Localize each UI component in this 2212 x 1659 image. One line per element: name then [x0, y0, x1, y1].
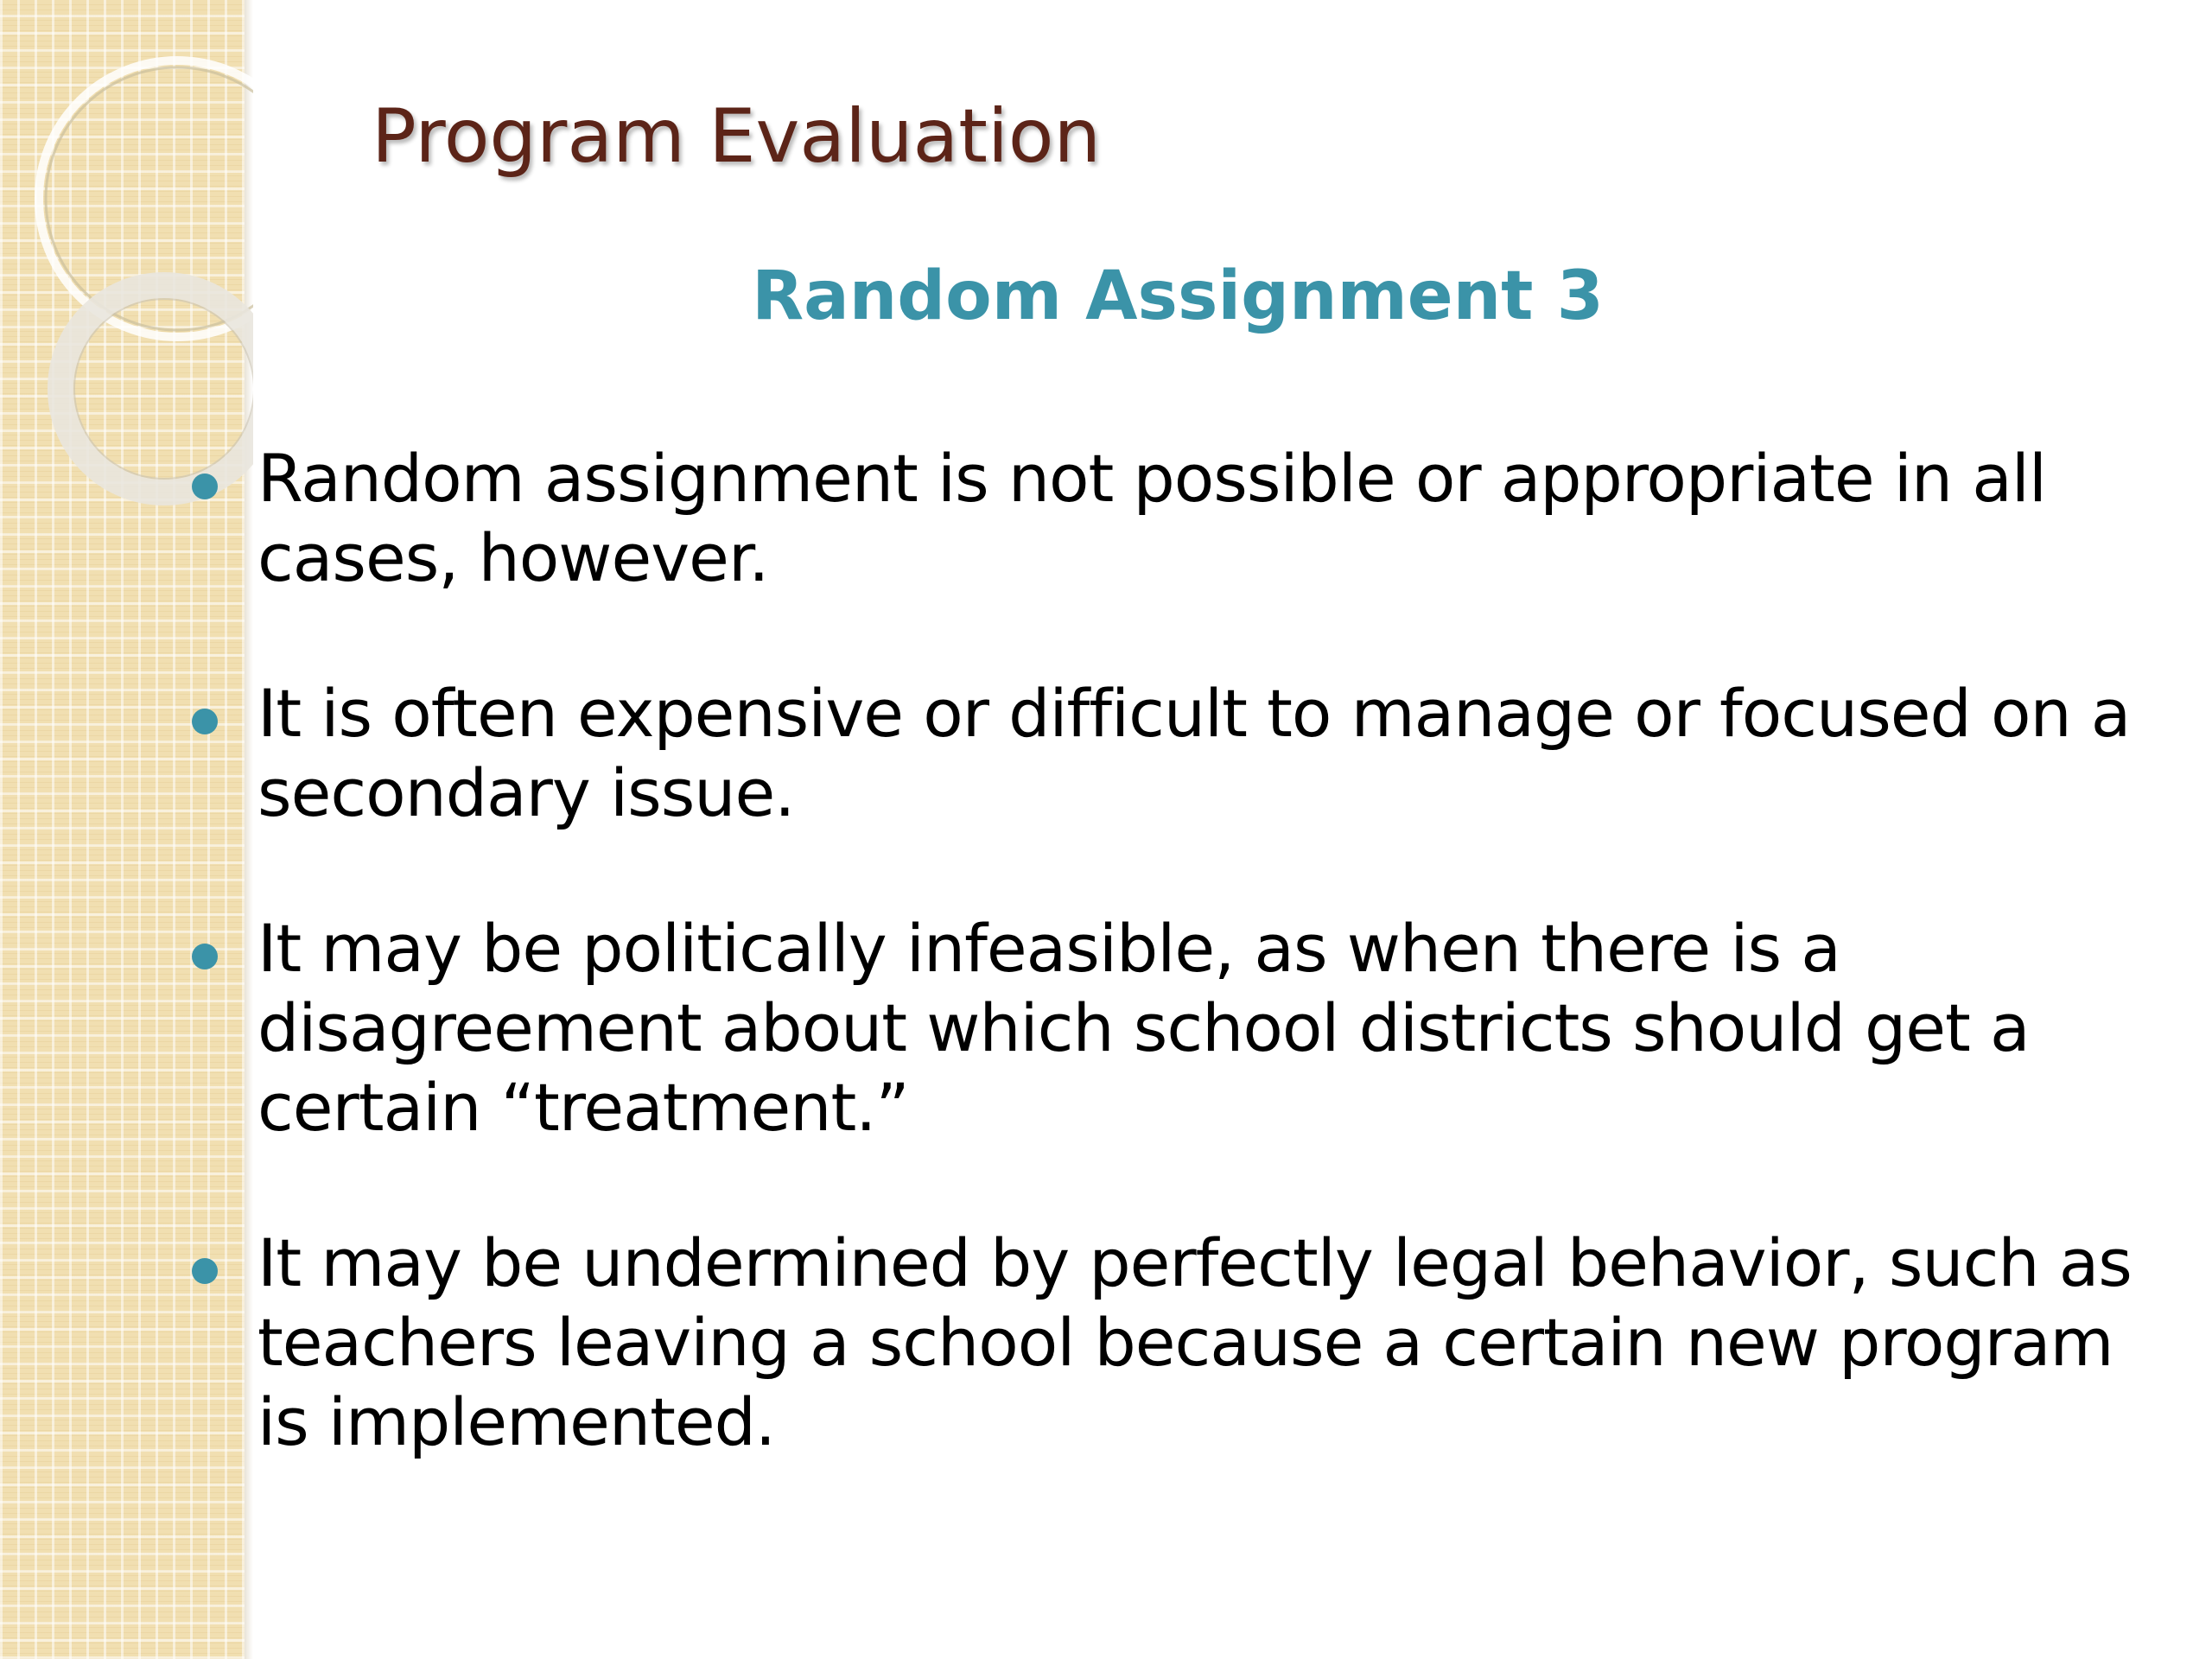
bullet-list	[257, 439, 2158, 1538]
bullet-item	[257, 674, 2158, 833]
bullet-item	[257, 439, 2158, 598]
bullet-text: It is often expensive or difficult to manage or focused on a secondary issue.	[257, 675, 2131, 831]
slide-subtitle: Random Assignment 3	[752, 257, 1604, 335]
bullet-item	[257, 909, 2158, 1147]
decorative-ring-small	[60, 285, 253, 493]
bullet-dot-icon	[192, 944, 218, 969]
bullet-text: It may be politically infeasible, as when there is a disagreement about which school districts should get a certain “treatment.”	[257, 910, 2030, 1146]
bullet-text: It may be undermined by perfectly legal behavior, such as teachers leaving a school because a certain new program is implemented.	[257, 1224, 2132, 1460]
bullet-dot-icon	[192, 1258, 218, 1284]
bullet-text: Random assignment is not possible or appropriate in all cases, however.	[257, 440, 2046, 596]
bullet-dot-icon	[192, 474, 218, 499]
bullet-dot-icon	[192, 709, 218, 734]
decorative-rings	[0, 0, 253, 553]
slide-title: Program Evaluation	[372, 93, 1101, 180]
bullet-item	[257, 1224, 2158, 1462]
